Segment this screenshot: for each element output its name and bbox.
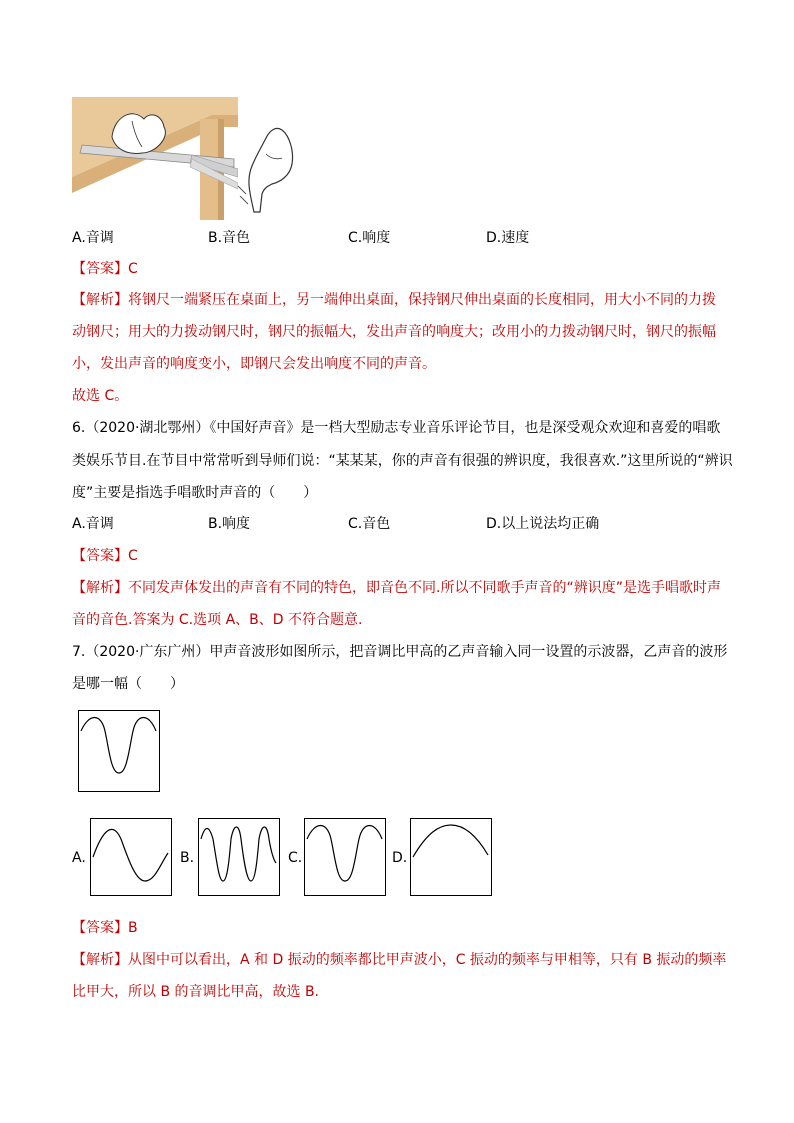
waveform-option-c[interactable] — [304, 818, 386, 896]
waveform-option-b[interactable] — [198, 818, 280, 896]
q6-analysis-line-1 — [72, 578, 721, 598]
q7-option-c-label[interactable]: C. — [288, 850, 303, 866]
q6-stem-line-2: 类娱乐节目.在节目中常常听到导师们说：“某某某，你的声音有很强的辨识度，我很喜欢.”这里所说的“辨识 — [72, 453, 733, 469]
q5-option-c[interactable]: C.响度 — [348, 230, 391, 246]
q5-answer — [72, 259, 138, 279]
q6-analysis-line-2: 音的音色.答案为 C.选项 A、B、D 不符合题意. — [72, 612, 363, 628]
q7-stem-line-1: 7.（2020·广东广州）甲声音波形如图所示，把音调比甲高的乙声音输入同一设置的示波器，乙声音的波形 — [72, 644, 728, 660]
waveform-reference — [78, 710, 160, 792]
q5-analysis-line-2: 动钢尺；用大的力拨动钢尺时，钢尺的振幅大，发出声音的响度大；改用小的力拨动钢尺时，钢尺的振幅 — [72, 324, 716, 340]
finger-pluck-illustration — [236, 124, 298, 214]
analysis-tag: 【解析】 — [72, 580, 128, 596]
waveform-option-a[interactable] — [90, 818, 172, 896]
answer-value: C — [128, 261, 138, 277]
waveform-option-d[interactable] — [410, 818, 492, 896]
answer-tag: 【答案】 — [72, 261, 128, 277]
analysis-tag: 【解析】 — [72, 952, 128, 968]
q5-option-d[interactable]: D.速度 — [486, 230, 530, 246]
q6-stem-line-1: 6.（2020·湖北鄂州）《中国好声音》是一档大型励志专业音乐评论节目，也是深受观众欢迎和喜爱的唱歌 — [72, 420, 721, 436]
q6-option-b[interactable]: B.响度 — [208, 516, 251, 532]
ruler-on-desk-illustration — [72, 97, 238, 220]
q6-answer — [72, 546, 138, 566]
q5-analysis-line-1 — [72, 290, 716, 310]
q7-stem-line-2: 是哪一幅（ ） — [72, 676, 184, 692]
q7-option-b-label[interactable]: B. — [180, 850, 195, 866]
answer-tag: 【答案】 — [72, 548, 128, 564]
answer-value: C — [128, 548, 138, 564]
analysis-text: 不同发声体发出的声音有不同的特色，即音色不同.所以不同歌手声音的“辨识度”是选手唱歌时声 — [128, 580, 721, 596]
q7-option-a-label[interactable]: A. — [72, 850, 86, 866]
q5-conclusion: 故选 C。 — [72, 388, 129, 404]
analysis-text: 将钢尺一端紧压在桌面上，另一端伸出桌面，保持钢尺伸出桌面的长度相同，用大小不同的力拨 — [128, 292, 716, 308]
q7-analysis-line-1 — [72, 950, 726, 970]
answer-tag: 【答案】 — [72, 920, 128, 936]
q7-answer — [72, 918, 138, 938]
analysis-text: 从图中可以看出，A 和 D 振动的频率都比甲声波小，C 振动的频率与甲相等，只有 B 振动的频率 — [128, 952, 727, 968]
q6-stem-line-3: 度”主要是指选手唱歌时声音的（ ） — [72, 485, 318, 501]
q5-option-b[interactable]: B.音色 — [208, 230, 251, 246]
q7-analysis-line-2: 比甲大，所以 B 的音调比甲高，故选 B. — [72, 984, 320, 1000]
q7-option-d-label[interactable]: D. — [392, 850, 408, 866]
q5-option-a[interactable]: A.音调 — [72, 230, 114, 246]
q6-option-a[interactable]: A.音调 — [72, 516, 114, 532]
answer-value: B — [128, 920, 138, 936]
q6-option-d[interactable]: D.以上说法均正确 — [486, 516, 600, 532]
q5-analysis-line-3: 小，发出声音的响度变小，即钢尺会发出响度不同的声音。 — [72, 356, 436, 372]
analysis-tag: 【解析】 — [72, 292, 128, 308]
q6-option-c[interactable]: C.音色 — [348, 516, 391, 532]
